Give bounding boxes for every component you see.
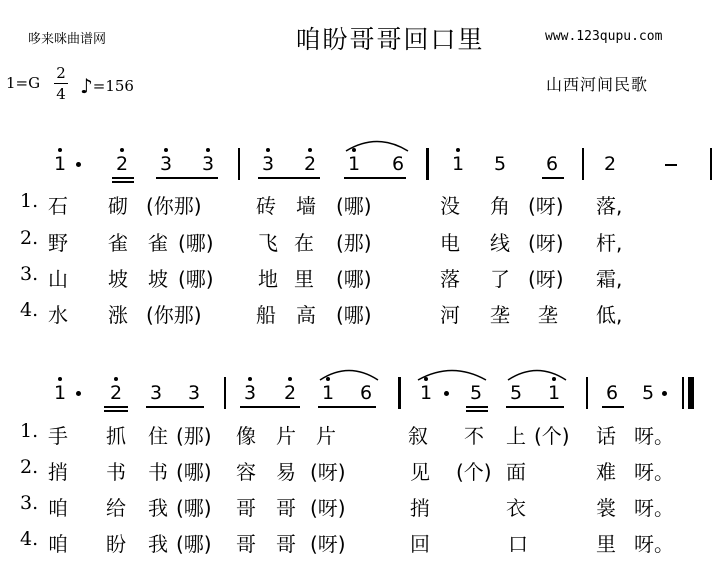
final-bar-thick — [688, 377, 694, 409]
lyric: 咱 — [48, 496, 68, 520]
note: 5 — [641, 382, 655, 404]
eighth-note-icon: ♪ — [80, 74, 93, 98]
slur-icon — [416, 367, 488, 381]
note: 6 — [605, 382, 619, 404]
bar-line — [710, 148, 712, 180]
lyric: 石 — [48, 194, 68, 218]
sixteenth-underline — [112, 181, 134, 183]
slur-icon — [506, 367, 568, 381]
note: 1 — [53, 382, 67, 404]
time-signature — [54, 64, 68, 103]
site-url[interactable]: www.123qupu.com — [545, 29, 663, 44]
bar-line — [582, 148, 584, 180]
lyric: 给 — [106, 496, 126, 520]
lyric: 书 — [148, 460, 168, 484]
eighth-underline — [112, 177, 134, 179]
high-octave-dot — [206, 148, 210, 152]
note: 2 — [303, 153, 317, 175]
time-sig-bottom: 4 — [56, 85, 66, 103]
note: 2 — [115, 153, 129, 175]
lyric: 霜, — [596, 267, 623, 291]
lyric: (个) — [456, 460, 492, 484]
lyric: (哪) — [336, 194, 372, 218]
note: 1 — [419, 382, 433, 404]
verse-number: 2. — [20, 456, 39, 478]
lyric: 野 — [48, 231, 68, 255]
sixteenth-underline — [466, 410, 488, 412]
note: 3 — [149, 382, 163, 404]
lyric: 地 — [258, 267, 278, 291]
lyric: 电 — [440, 231, 460, 255]
augmentation-dot — [76, 391, 81, 396]
verse-number: 4. — [20, 528, 39, 550]
verse-number: 3. — [20, 492, 39, 514]
eighth-underline — [506, 406, 564, 408]
high-octave-dot — [308, 148, 312, 152]
lyric: 像 — [236, 424, 256, 448]
lyric: 裳 — [596, 496, 616, 520]
high-octave-dot — [120, 148, 124, 152]
bar-line — [398, 377, 401, 409]
lyric: 书 — [106, 460, 126, 484]
lyric: (呀) — [528, 267, 564, 291]
lyric: (呀) — [528, 194, 564, 218]
lyric: 线 — [490, 231, 510, 255]
lyric: 盼 — [106, 532, 126, 556]
eighth-underline — [104, 406, 128, 408]
note: 6 — [359, 382, 373, 404]
bar-line — [426, 148, 429, 180]
high-octave-dot — [58, 148, 62, 152]
lyric: (哪) — [176, 460, 212, 484]
lyric: (哪) — [176, 532, 212, 556]
tempo-marking — [80, 72, 134, 96]
lyric: 呀。 — [634, 496, 674, 520]
lyric: 角 — [490, 194, 510, 218]
lyric: 高 — [296, 303, 316, 327]
lyric: 低, — [596, 303, 623, 327]
lyric: 涨 — [108, 303, 128, 327]
final-bar-thin — [682, 377, 684, 409]
augmentation-dot — [76, 162, 81, 167]
lyric: 我 — [148, 532, 168, 556]
lyric: (你那) — [146, 194, 202, 218]
lyric: 落 — [440, 267, 460, 291]
note: 3 — [187, 382, 201, 404]
high-octave-dot — [248, 377, 252, 381]
high-octave-dot — [114, 377, 118, 381]
lyric: 易 — [276, 460, 296, 484]
sixteenth-underline — [104, 410, 128, 412]
lyric: 抓 — [106, 424, 126, 448]
lyric: (哪) — [178, 267, 214, 291]
lyric: 没 — [440, 194, 460, 218]
bar-line — [238, 148, 240, 180]
eighth-underline — [240, 406, 300, 408]
key-signature: 1=G — [6, 74, 41, 92]
tempo-value: =156 — [92, 77, 134, 95]
note: 2 — [603, 153, 617, 175]
lyric: 砖 — [256, 194, 276, 218]
eighth-underline — [466, 406, 488, 408]
time-sig-top: 2 — [56, 64, 66, 82]
high-octave-dot — [164, 148, 168, 152]
note: 6 — [391, 153, 405, 175]
lyric: 杆, — [596, 231, 623, 255]
high-octave-dot — [58, 377, 62, 381]
slur-icon — [318, 367, 380, 381]
augmentation-dot — [662, 391, 667, 396]
note: 1 — [321, 382, 335, 404]
lyric: 片 — [276, 424, 296, 448]
lyric: 住 — [148, 424, 168, 448]
lyric: 船 — [256, 303, 276, 327]
lyric: 难 — [596, 460, 616, 484]
lyric: 手 — [48, 424, 68, 448]
lyric: (个) — [534, 424, 570, 448]
lyric: 坡 — [148, 267, 168, 291]
lyric: 山 — [48, 267, 68, 291]
time-sig-bar — [54, 83, 68, 84]
lyric: 了 — [490, 267, 510, 291]
verse-number: 2. — [20, 227, 39, 249]
note: 2 — [283, 382, 297, 404]
note: 1 — [451, 153, 465, 175]
eighth-underline — [146, 406, 204, 408]
lyric: (哪) — [178, 231, 214, 255]
verse-number: 1. — [20, 420, 39, 442]
note: 1 — [347, 153, 361, 175]
lyric: 里 — [294, 267, 314, 291]
note: 3 — [201, 153, 215, 175]
lyric: 雀 — [108, 231, 128, 255]
lyric: 雀 — [148, 231, 168, 255]
bar-line — [586, 377, 588, 409]
lyric: 河 — [440, 303, 460, 327]
lyric: 坡 — [108, 267, 128, 291]
lyric: (哪) — [336, 267, 372, 291]
lyric: 衣 — [506, 496, 526, 520]
lyric: 哥 — [276, 532, 296, 556]
augmentation-dot — [444, 391, 449, 396]
eighth-underline — [542, 177, 564, 179]
lyric: 咱 — [48, 532, 68, 556]
lyric: 哥 — [236, 496, 256, 520]
bar-line — [224, 377, 226, 409]
eighth-underline — [258, 177, 320, 179]
lyric: 不 — [464, 424, 484, 448]
lyric: 飞 — [258, 231, 278, 255]
lyric: 垄 — [490, 303, 510, 327]
lyric: 见 — [410, 460, 430, 484]
note: 3 — [243, 382, 257, 404]
lyric: 落, — [596, 194, 623, 218]
verse-number: 1. — [20, 190, 39, 212]
lyric: 垄 — [538, 303, 558, 327]
lyric: (呀) — [528, 231, 564, 255]
lyric: (哪) — [336, 303, 372, 327]
lyric: 回 — [410, 532, 430, 556]
lyric: 砌 — [108, 194, 128, 218]
lyric: 呀。 — [634, 460, 674, 484]
lyric: (那) — [176, 424, 212, 448]
lyric: 墙 — [296, 194, 316, 218]
eighth-underline — [344, 177, 406, 179]
lyric: (呀) — [310, 532, 346, 556]
lyric: 呀。 — [634, 532, 674, 556]
lyric: 捎 — [410, 496, 430, 520]
lyric: 容 — [236, 460, 256, 484]
lyric: 话 — [596, 424, 616, 448]
eighth-underline — [602, 406, 624, 408]
lyric: 上 — [506, 424, 526, 448]
lyric: (哪) — [176, 496, 212, 520]
note: 3 — [261, 153, 275, 175]
note: 1 — [53, 153, 67, 175]
lyric: 在 — [294, 231, 314, 255]
lyric: 呀。 — [634, 424, 674, 448]
high-octave-dot — [456, 148, 460, 152]
lyric: 水 — [48, 303, 68, 327]
song-origin: 山西河间民歌 — [546, 75, 649, 94]
note: 1 — [547, 382, 561, 404]
eighth-underline — [318, 406, 376, 408]
verse-number: 4. — [20, 299, 39, 321]
note: 2 — [109, 382, 123, 404]
lyric: 片 — [316, 424, 336, 448]
high-octave-dot — [288, 377, 292, 381]
slur-icon — [344, 138, 410, 152]
lyric: (那) — [336, 231, 372, 255]
lyric: 口 — [508, 532, 528, 556]
lyric: 叙 — [408, 424, 428, 448]
high-octave-dot — [266, 148, 270, 152]
lyric: 我 — [148, 496, 168, 520]
note: 5 — [509, 382, 523, 404]
note: 5 — [469, 382, 483, 404]
lyric: 哥 — [276, 496, 296, 520]
lyric: 哥 — [236, 532, 256, 556]
note: 6 — [545, 153, 559, 175]
lyric: (呀) — [310, 496, 346, 520]
site-name: 哆来咪曲谱网 — [28, 32, 107, 47]
eighth-underline — [156, 177, 218, 179]
lyric: 捎 — [48, 460, 68, 484]
lyric: (呀) — [310, 460, 346, 484]
song-title: 咱盼哥哥回口里 — [295, 25, 485, 54]
lyric: (你那) — [146, 303, 202, 327]
note: 5 — [493, 153, 507, 175]
lyric: 面 — [506, 460, 526, 484]
note: 3 — [159, 153, 173, 175]
verse-number: 3. — [20, 263, 39, 285]
extension-dash — [665, 164, 677, 166]
lyric: 里 — [596, 532, 616, 556]
